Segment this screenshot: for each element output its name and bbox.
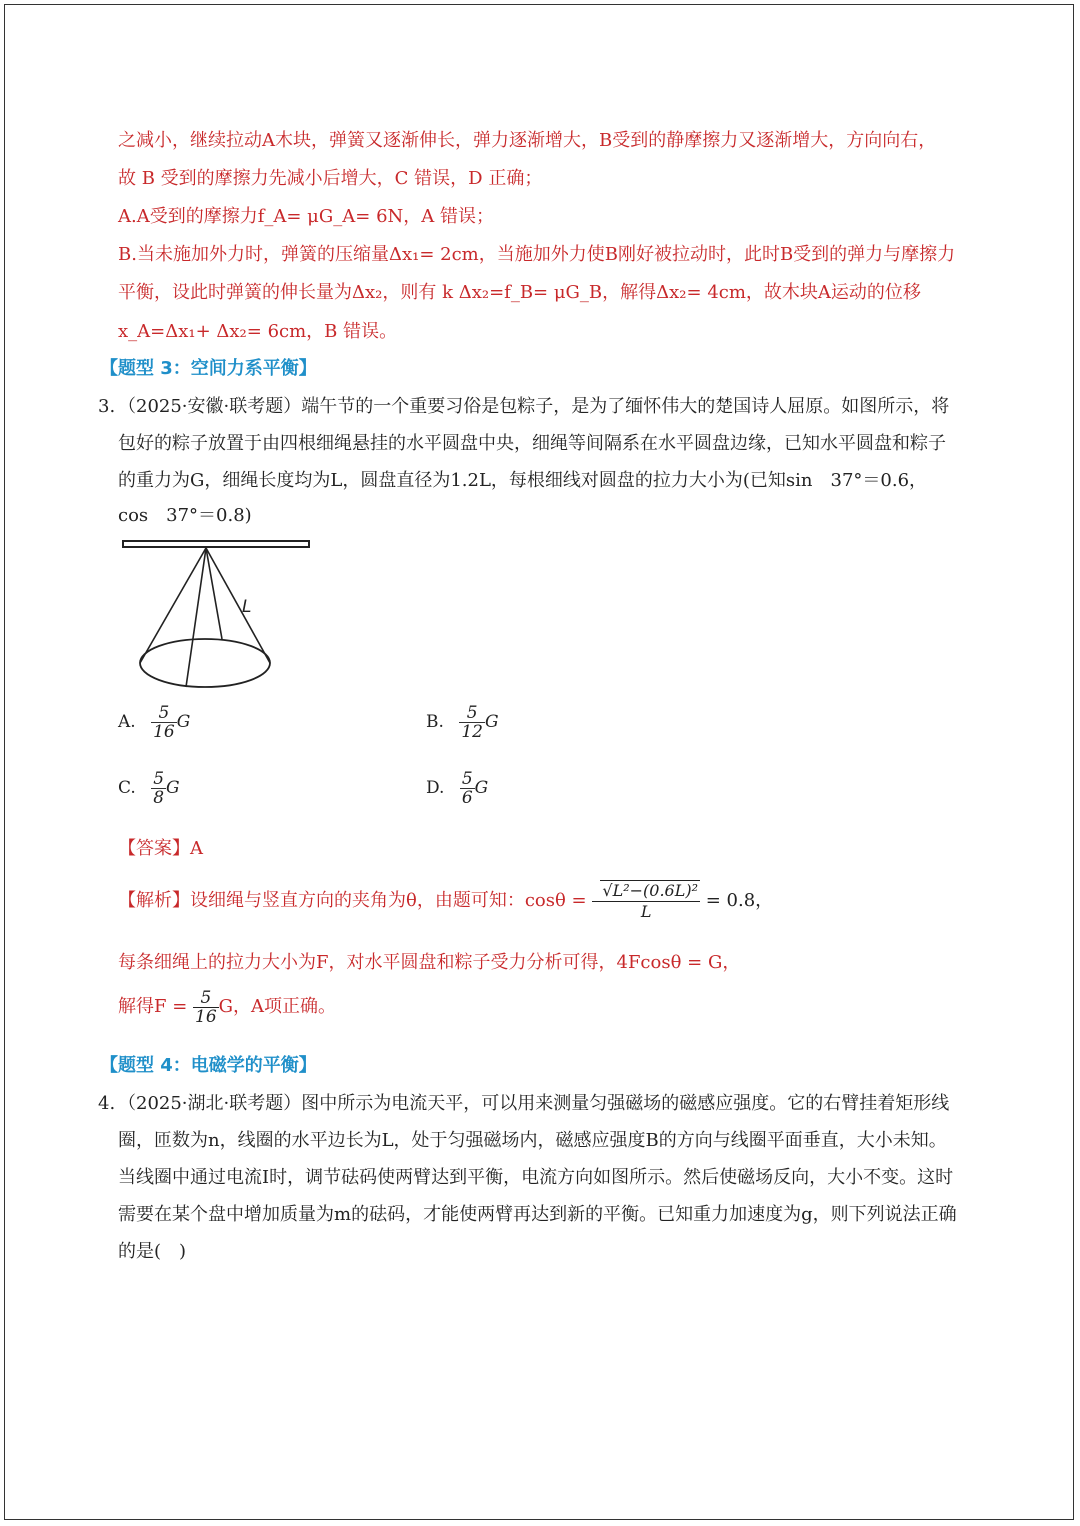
question-4-line-2: 圈，匝数为n，线圈的水平边长为L，处于匀强磁场内，磁感应强度B的方向与线圈平面垂直，大小未知。 <box>118 1130 947 1151</box>
analysis-3-prefix: 解得F = <box>118 996 188 1017</box>
option-d-denominator: 6 <box>461 788 473 808</box>
option-b-letter: B. <box>426 712 444 732</box>
analysis-prefix: 【解析】设细绳与竖直方向的夹角为θ，由题可知：cosθ = <box>118 890 587 911</box>
option-c-fraction <box>151 770 166 807</box>
question-3-line-3: 的重力为G，细绳长度均为L，圆盘直径为1.2L，每根细线对圆盘的拉力大小为(已知sin 37°＝0.6， <box>118 470 928 491</box>
question-3-answer: 【答案】A <box>118 838 203 859</box>
section-4-header: 【题型 4：电磁学的平衡】 <box>100 1055 317 1076</box>
option-d-numerator: 5 <box>461 769 473 789</box>
question-3-line-1: （2025·安徽·联考题）端午节的一个重要习俗是包粽子，是为了缅怀伟大的楚国诗人屈原。如图所示，将 <box>118 396 950 417</box>
solution-line-3: A.A受到的摩擦力f_A= μG_A= 6N，A 错误； <box>118 206 494 227</box>
question-4-line-5: 的是( ) <box>118 1241 187 1262</box>
option-b-denominator: 12 <box>461 722 483 742</box>
option-d-letter: D. <box>426 778 445 798</box>
option-a-denominator: 16 <box>153 722 175 742</box>
question-3-line-2: 包好的粽子放置于由四根细绳悬挂的水平圆盘中央，细绳等间隔系在水平圆盘边缘，已知水平圆盘和粽子 <box>118 433 946 454</box>
solution-line-1: 之减小，继续拉动A木块，弹簧又逐渐伸长，弹力逐渐增大，B受到的静摩擦力又逐渐增大，方向向右， <box>118 130 937 151</box>
question-3-number: 3. <box>98 396 116 417</box>
question-4-line-3: 当线圈中通过电流I时，调节砝码使两臂达到平衡，电流方向如图所示。然后使磁场反向，大小不变。这时 <box>118 1167 954 1188</box>
option-d[interactable] <box>426 770 488 807</box>
analysis-3-suffix: G，A项正确。 <box>218 996 337 1017</box>
ceiling-bar <box>123 541 309 547</box>
string-front <box>186 548 206 687</box>
solution-line-6: x_A=Δx₁+ Δx₂= 6cm，B 错误。 <box>118 321 398 342</box>
section-3-header: 【题型 3：空间力系平衡】 <box>100 358 317 379</box>
question-3-line-4: cos 37°＝0.8) <box>118 505 252 526</box>
option-c-numerator: 5 <box>153 769 165 789</box>
disk-ellipse <box>140 639 270 687</box>
analysis-numerator: √L²−(0.6L)² <box>602 881 698 900</box>
hanging-disk-figure <box>118 536 318 696</box>
solution-line-4: B.当未施加外力时，弹簧的压缩量Δx₁= 2cm，当施加外力使B刚好被拉动时，此时B受到的弹力与摩擦力 <box>118 244 956 265</box>
analysis-3-numerator: 5 <box>200 987 212 1008</box>
question-3-analysis-line-2: 每条细绳上的拉力大小为F，对水平圆盘和粽子受力分析可得，4Fcosθ = G， <box>118 952 741 973</box>
question-4-number: 4. <box>98 1093 116 1114</box>
question-3-analysis-line-1 <box>118 874 773 928</box>
analysis-denominator: L <box>592 901 700 922</box>
option-c-letter: C. <box>118 778 136 798</box>
solution-line-5: 平衡，设此时弹簧的伸长量为Δx₂，则有 k Δx₂=f_B= μG_B，解得Δx₂= 4cm，故木块A运动的位移 <box>118 282 921 303</box>
option-d-fraction <box>460 770 475 807</box>
question-3-analysis-line-3 <box>118 984 336 1030</box>
option-a-letter: A. <box>118 712 136 732</box>
string-left <box>140 548 206 663</box>
option-a-unit: G <box>176 712 191 732</box>
analysis-3-fraction <box>193 989 219 1026</box>
option-b-fraction <box>459 704 485 741</box>
option-a-fraction <box>151 704 177 741</box>
option-b[interactable] <box>426 704 499 741</box>
question-4-line-4: 需要在某个盘中增加质量为m的砝码，才能使两臂再达到新的平衡。已知重力加速度为g，则下列说法正确 <box>118 1204 957 1225</box>
question-4-line-1: （2025·湖北·联考题）图中所示为电流天平，可以用来测量匀强磁场的磁感应强度。它的右臂挂着矩形线 <box>118 1093 950 1114</box>
string-length-label: L <box>242 597 252 617</box>
analysis-3-denominator: 16 <box>195 1006 217 1027</box>
option-c-unit: G <box>166 778 180 798</box>
option-a[interactable] <box>118 704 190 741</box>
analysis-fraction <box>592 880 700 922</box>
option-c-denominator: 8 <box>153 788 165 808</box>
analysis-suffix: = 0.8， <box>705 890 774 911</box>
option-b-unit: G <box>484 712 499 732</box>
option-b-numerator: 5 <box>466 703 478 723</box>
option-c[interactable] <box>118 770 180 807</box>
solution-line-2: 故 B 受到的摩擦力先减小后增大，C 错误，D 正确； <box>118 168 543 189</box>
option-d-unit: G <box>474 778 489 798</box>
page-border <box>4 4 1074 1520</box>
option-a-numerator: 5 <box>158 703 170 723</box>
